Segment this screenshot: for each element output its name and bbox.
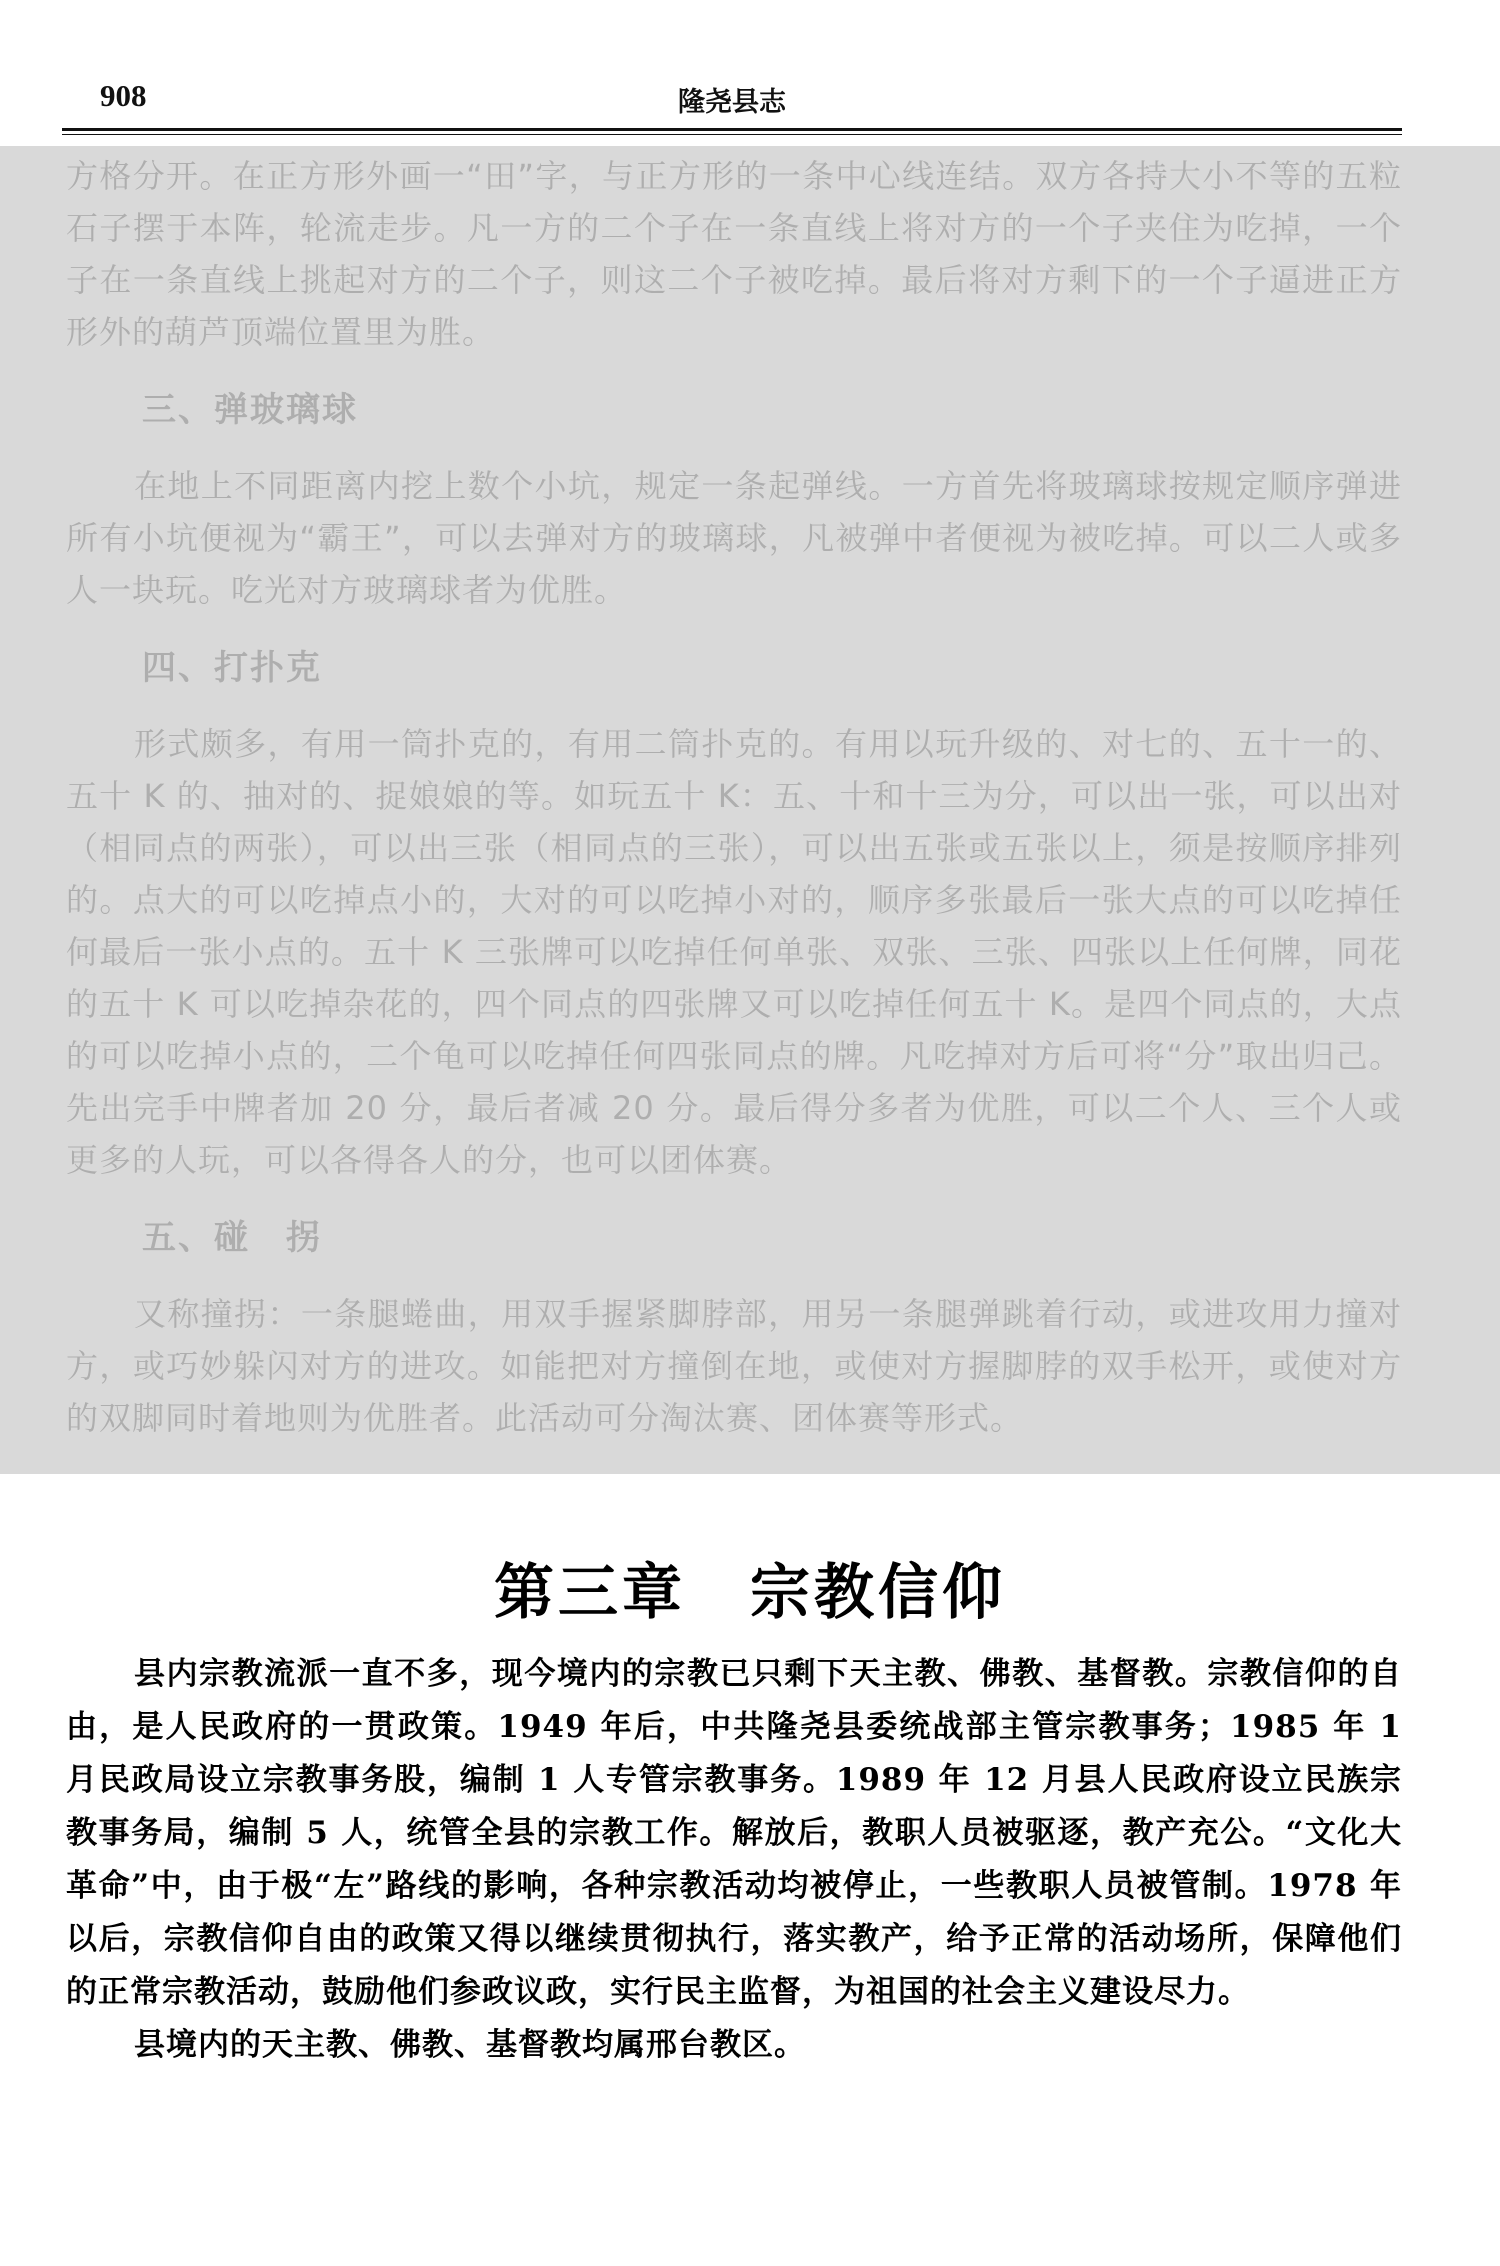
header-rule — [62, 128, 1402, 131]
page-header — [62, 78, 1402, 128]
page-number: 908 — [100, 78, 147, 113]
paragraph-religion-overview: 县内宗教流派一直不多，现今境内的宗教已只剩下天主教、佛教、基督教。宗教信仰的自由，是人民政府的一贯政策。1949 年后，中共隆尧县委统战部主管宗教事务；1985 年 1 月民政局设立宗教事务股，编制 1 人专管宗教事务。1989 年 12 月县人民政府设立民族宗教事务局，编制 5 人，统管全县的宗教工作。解放后，教职人员被驱逐，教产充公。“文化大革命”中，由于极“左”路线的影响，各种宗教活动均被停止，一些教职人员被管制。1978 年以后，宗教信仰自由的政策又得以继续贯彻执行，落实教产，给予正常的活动场所，保障他们的正常宗教活动，鼓励他们参政议政，实行民主监督，为祖国的社会主义建设尽力。 — [66, 1656, 1402, 2010]
paragraph-religion-diocese: 县境内的天主教、佛教、基督教均属邢台教区。 — [134, 2027, 806, 2063]
chapter-title: 第三章 宗教信仰 — [494, 1558, 1006, 1629]
running-title: 隆尧县志 — [678, 87, 786, 118]
shaded-section-content — [66, 150, 1402, 1444]
paragraph-knee-fight: 又称撞拐：一条腿蜷曲，用双手握紧脚脖部，用另一条腿弹跳着行动，或进攻用力撞对方，或巧妙躲闪对方的进攻。如能把对方撞倒在地，或使对方握脚脖的双手松开，或使对方的双脚同时着地则为优胜者。此活动可分淘汰赛、团体赛等形式。 — [66, 1295, 1402, 1437]
paragraph-poker: 形式颇多，有用一筒扑克的，有用二筒扑克的。有用以玩升级的、对七的、五十一的、五十 K 的、抽对的、捉娘娘的等。如玩五十 K：五、十和十三为分，可以出一张，可以出对（相同点的两张），可以出三张（相同点的三张），可以出五张或五张以上，须是按顺序排列的。点大的可以吃掉点小的，大对的可以吃掉小对的，顺序多张最后一张大点的可以吃掉任何最后一张小点的。五十 K 三张牌可以吃掉任何单张、双张、三张、四张以上任何牌，同花的五十 K 可以吃掉杂花的，四个同点的四张牌又可以吃掉任何五十 K。是四个同点的，大点的可以吃掉小点的，二个龟可以吃掉任何四张同点的牌。凡吃掉对方后可将“分”取出归己。先出完手中牌者加 20 分，最后者减 20 分。最后得分多者为优胜，可以二个人、三个人或更多的人玩，可以各得各人的分，也可以团体赛。 — [66, 725, 1402, 1179]
section-heading-knee-fight: 五、碰 拐 — [142, 1218, 322, 1258]
section-heading-marbles: 三、弹玻璃球 — [142, 390, 358, 430]
header-rule-thin — [62, 134, 1402, 135]
paragraph-marbles: 在地上不同距离内挖上数个小坑，规定一条起弹线。一方首先将玻璃球按规定顺序弹进所有小坑便视为“霸王”，可以去弹对方的玻璃球，凡被弹中者便视为被吃掉。可以二人或多人一块玩。吃光对方玻璃球者为优胜。 — [66, 467, 1402, 609]
section-heading-poker: 四、打扑克 — [142, 648, 322, 688]
chapter-body — [66, 1648, 1402, 2072]
paragraph-continuation: 方格分开。在正方形外画一“田”字，与正方形的一条中心线连结。双方各持大小不等的五粒石子摆于本阵，轮流走步。凡一方的二个子在一条直线上将对方的一个子夹住为吃掉，一个子在一条直线上挑起对方的二个子，则这二个子被吃掉。最后将对方剩下的一个子逼进正方形外的葫芦顶端位置里为胜。 — [66, 157, 1402, 351]
shaded-previous-section — [0, 146, 1500, 1474]
